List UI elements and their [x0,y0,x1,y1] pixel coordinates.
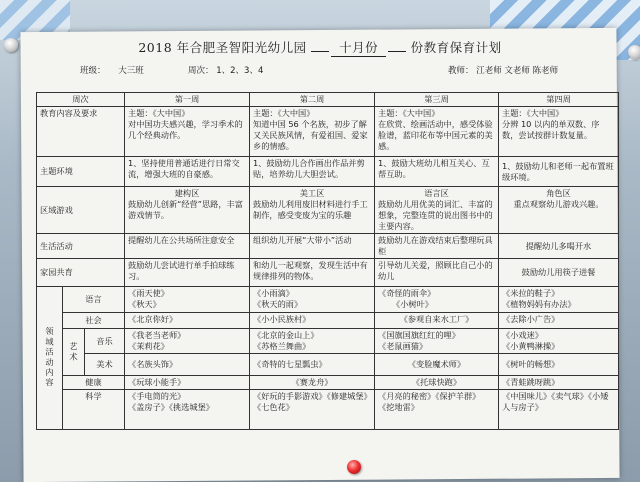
week-1-header: 第一周 [125,93,250,107]
teacher-label: 教师： [448,66,474,76]
activity: 《秋天》 [128,299,161,309]
table-cell [125,390,250,430]
table-cell [250,390,375,430]
area-name: 美工区 [299,188,325,198]
table-cell [499,329,619,354]
activity: 《我老当老师》 [128,330,186,340]
table-cell: 《北京你好》 [125,313,250,329]
week-value: 1、2、3、4 [216,66,264,76]
table-cell: 《托球快跑》 [375,376,499,390]
table-cell [375,390,499,430]
subject-name: 社会 [63,313,125,329]
table-row [37,234,619,259]
table-cell [499,287,619,313]
activity: 《北京的金山上》 [253,330,319,340]
cell-line: 鼓励幼儿用优美的词汇、丰富的想象，完整连贯的说出图书中的主要内容。 [378,199,493,231]
table-row [37,157,619,187]
activity: 《七色花》 [253,402,294,412]
subject-name: 科学 [63,390,125,430]
table-cell: 《赛龙舟》 [250,376,375,390]
table-row [37,107,619,157]
table-cell [125,329,250,354]
activity: 《国旗国旗红红的哩》 [378,330,460,340]
table-cell: 鼓励幼儿在游戏结束后整理玩具柜 [375,234,499,259]
table-cell [375,287,499,313]
table-cell [250,107,375,157]
table-cell: 和幼儿一起观察，发现生活中有规律排列的物体。 [250,259,375,287]
week-3-header: 第三周 [375,93,499,107]
table-cell [250,329,375,354]
cell-line: 主题：《大中国》 [378,108,440,118]
table-cell [250,187,375,234]
table-row [37,259,619,287]
cell-line: 知道中国 56 个名族，初步了解又关民族风情，有爱祖国、爱家乡的情感。 [253,119,368,151]
table-cell [250,287,375,313]
row-label: 家园共育 [37,259,125,287]
table-cell [499,107,619,157]
activity: 《植物妈妈有办法》 [502,299,576,309]
activity: 《月亮的秘密》《保护羊群》 [378,391,481,401]
area-name: 建构区 [174,188,200,198]
table-cell: 《奇特的七星瓢虫》 [250,354,375,376]
subject-row [37,376,619,390]
title-underline-blank [311,51,329,52]
cell-line: 鼓励幼儿创新“经营”思路，丰富游戏情节。 [128,199,243,220]
subject-row [37,287,619,313]
table-cell [375,329,499,354]
subject-row [37,313,619,329]
activity: 《米拉的鞋子》 [502,288,560,298]
table-cell [125,187,250,234]
activity: 《茉莉花》 [128,341,169,351]
activity: 《小黄鸭淋操》 [502,341,560,351]
table-cell: 《名族头饰》 [125,354,250,376]
row-label: 生活活动 [37,234,125,259]
class-value: 大三班 [118,66,144,76]
table-cell: 《小小民族村》 [250,313,375,329]
title-underline-blank [388,51,406,52]
class-label: 班级： [80,66,106,76]
activity: 《雨天使》 [128,288,169,298]
week-4-header: 第四周 [499,93,619,107]
table-cell: 1、鼓励幼儿和老师一起布置班级环境。 [499,157,619,187]
week-info [188,64,263,76]
table-cell: 《参观自来水工厂》 [375,313,499,329]
page-title [0,38,640,57]
title-month: 十月份 [331,38,386,57]
table-cell: 《变脸魔术师》 [375,354,499,376]
table-cell [125,287,250,313]
subject-name: 健康 [63,376,125,390]
table-row [37,187,619,234]
table-cell: 《玩球小能手》 [125,376,250,390]
cell-line: 主题：《大中国》 [128,108,190,118]
area-name: 角色区 [546,188,571,198]
teacher-info [448,64,558,76]
table-cell: 《树叶的畅想》 [499,354,619,376]
activity: 《小戏迷》 [502,330,543,340]
cell-line: 主题：《大中国》 [502,108,564,118]
table-cell [499,187,619,234]
domain-label: 领域活动内容 [37,287,63,430]
table-cell: 鼓励幼儿尝试进行单手拍球练习。 [125,259,250,287]
activity: 《秋天的雨》 [253,299,303,309]
table-cell: 1、鼓励大班幼儿相互关心、互帮互助。 [375,157,499,187]
row-label: 教育内容及要求 [37,107,125,157]
area-name: 语言区 [424,188,449,198]
table-cell [375,187,499,234]
table-cell: 1、坚持使用普通话进行日常交流，增强大班的自豪感。 [125,157,250,187]
table-cell: 《中国味儿》《卖气球》《小矮人与房子》 [499,390,619,430]
subject-row [37,354,619,376]
plan-table-container [36,92,618,480]
cell-line: 对中国功夫感兴趣，学习季术的几个经典动作。 [128,119,243,140]
cell-line: 在欣赏、绘画活动中，感受体验脸谱，蓝印花布等中国元素的美感。 [378,119,493,151]
table-cell: 提醒幼儿多喝开水 [499,234,619,259]
teacher-names: 江老师 文老师 陈老师 [476,66,559,76]
subject-name: 语言 [63,287,125,313]
row-label: 区域游戏 [37,187,125,234]
table-cell [375,107,499,157]
activity: 《挖地雷》 [378,402,419,412]
activity: 《奇怪的雨伞》 [378,288,436,298]
plan-table [36,92,619,430]
activity: 《老鼠画猫》 [378,341,428,351]
title-prefix: 2018 年合肥圣智阳光幼儿园 [138,40,307,55]
table-cell: 《青蛙跳呀跳》 [499,376,619,390]
subject-name: 美术 [85,354,125,376]
class-info [80,64,144,76]
week-2-header: 第二周 [250,93,375,107]
activity: 《小雨滴》 [253,288,294,298]
week-label: 周次： [188,66,214,76]
table-cell: 引导幼儿关爱，照顾比自己小的幼儿 [375,259,499,287]
table-cell: 1、鼓励幼儿合作画出作品并剪贴，培养幼儿大胆尝试。 [250,157,375,187]
weeks-header-label: 周次 [37,93,125,107]
title-suffix: 份教育保育计划 [410,40,502,55]
subject-row [37,329,619,354]
cell-line: 鼓励幼儿利用废旧材料进行手工制作，感受变废为宝的乐趣 [253,199,368,220]
header-row [37,93,619,107]
arts-label: 艺术 [63,329,85,376]
cell-line: 分辨 10 以内的单双数、序数，尝试按群计数复量。 [502,119,600,140]
table-cell: 《去除小广告》 [499,313,619,329]
activity: 《小树叶》 [392,299,433,309]
table-cell: 鼓励幼儿用筷子进餐 [499,259,619,287]
table-cell: 组织幼儿开展“大带小”活动 [250,234,375,259]
row-label: 主题环境 [37,157,125,187]
table-cell [125,107,250,157]
activity: 《好玩的手影游戏》《修建城堡》 [253,391,372,401]
activity: 《盖房子》《挑选城堡》 [128,402,214,412]
activity: 《手电筒的光》 [128,391,186,401]
table-cell: 提醒幼儿在公共场所注意安全 [125,234,250,259]
cell-line: 主题：《大中国》 [253,108,315,118]
cell-line: 重点观察幼儿游戏兴趣。 [513,199,604,209]
activity: 《苏格兰舞曲》 [253,341,311,351]
subject-row [37,390,619,430]
subject-name: 音乐 [85,329,125,354]
